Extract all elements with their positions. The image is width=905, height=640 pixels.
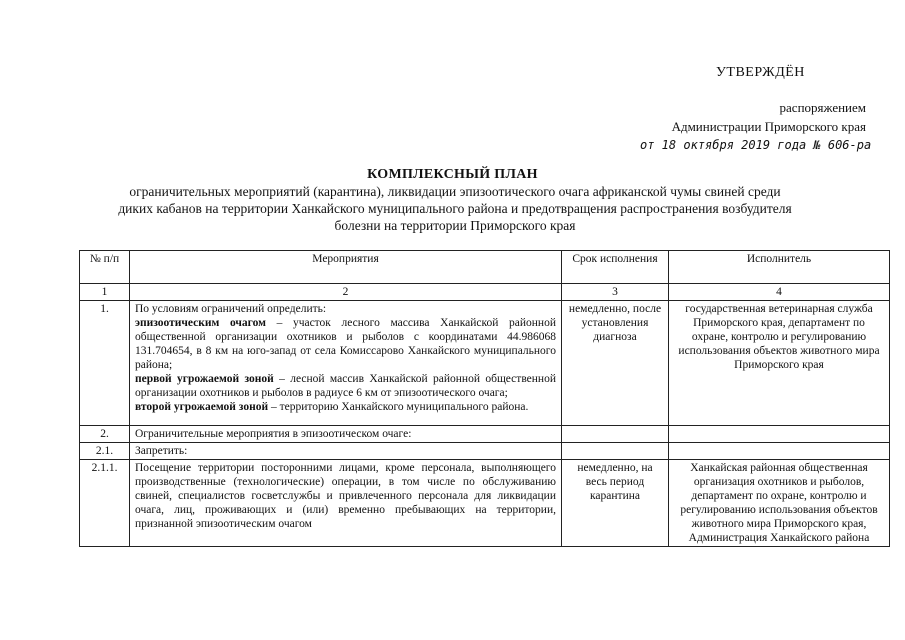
row-deadline [562,426,669,443]
row-executor: государственная ветеринарная служба Приморского края, департамент по охране, контролю и регулированию использования объектов животного мира Приморского края [669,301,890,426]
table-index-row [80,284,890,301]
header-measures: Мероприятия [130,251,562,284]
row-num: 2.1.1. [80,460,130,547]
index-cell: 2 [130,284,562,301]
approval-line-2: Администрации Приморского края [671,119,866,134]
zone3-text: – территорию Ханкайского муниципального района. [268,401,529,413]
row-executor [669,426,890,443]
plan-table [79,250,890,547]
approval-title: УТВЕРЖДЁН [716,65,805,80]
header-executor: Исполнитель [669,251,890,284]
subtitle-line-2: диких кабанов на территории Ханкайского муниципального района и предотвращения распространения возбудителя [118,201,792,216]
row1-intro: По условиям ограничений определить: [135,303,327,315]
zone1-text: – участок лесного массива Ханкайской районной общественной организации охотников и рыболов с координатами 44.986068 131.704654, в 8 км на юго-запад от села Комиссарово Ханкайского муниципального района; [135,317,556,371]
zone3-label: второй угрожаемой зоной [135,401,269,413]
row-measures: Запретить: [130,443,562,460]
row-measures: Ограничительные мероприятия в эпизоотическом очаге: [130,426,562,443]
table-row [80,443,890,460]
row-deadline [562,443,669,460]
row-deadline: немедленно, на весь период карантина [562,460,669,547]
subtitle-line-3: болезни на территории Приморского края [334,218,576,233]
approval-date: от 18 октября 2019 года № 606-ра [640,138,872,152]
table-row [80,426,890,443]
spacer [135,414,556,424]
table-row [80,301,890,426]
index-cell: 3 [562,284,669,301]
row-measures: Посещение территории посторонними лицами, кроме персонала, выполняющего производственные (технологические) операции, в том числе по обслуживанию свиней, специалистов госветслужбы и привлеченного персонала для ликвидации очага, лиц, проживающих и (или) временно пребывающих на территории, признанной эпизоотическим очагом [130,460,562,547]
row-num: 2. [80,426,130,443]
row-measures [130,301,562,426]
table-row [80,460,890,547]
header-deadline: Срок исполнения [562,251,669,284]
document-title: КОМПЛЕКСНЫЙ ПЛАН [367,167,538,182]
row-num: 2.1. [80,443,130,460]
row1-zone3 [135,400,556,414]
index-cell: 1 [80,284,130,301]
index-cell: 4 [669,284,890,301]
header-num: № п/п [80,251,130,284]
zone1-label: эпизоотическим очагом [135,317,266,329]
document-subtitle [70,183,840,234]
row-executor: Ханкайская районная общественная организация охотников и рыболов, департамент по охране, контролю и регулированию использования объектов животного мира Приморского края, Администрация Ханкайского района [669,460,890,547]
row-deadline: немедленно, после установления диагноза [562,301,669,426]
table-header-row [80,251,890,284]
approval-authority [640,98,866,136]
row1-zone2 [135,372,556,400]
subtitle-line-1: ограничительных мероприятий (карантина), ликвидации эпизоотического очага африканской чумы свиней среди [129,184,781,199]
zone2-label: первой угрожаемой зоной [135,373,274,385]
row-num: 1. [80,301,130,426]
zone2-text: – лесной массив Ханкайской районной общественной организации охотников и рыболов в радиусе 6 км от эпизоотического очага; [135,373,556,399]
row1-zone1 [135,316,556,372]
approval-line-1: распоряжением [779,100,866,115]
row-executor [669,443,890,460]
